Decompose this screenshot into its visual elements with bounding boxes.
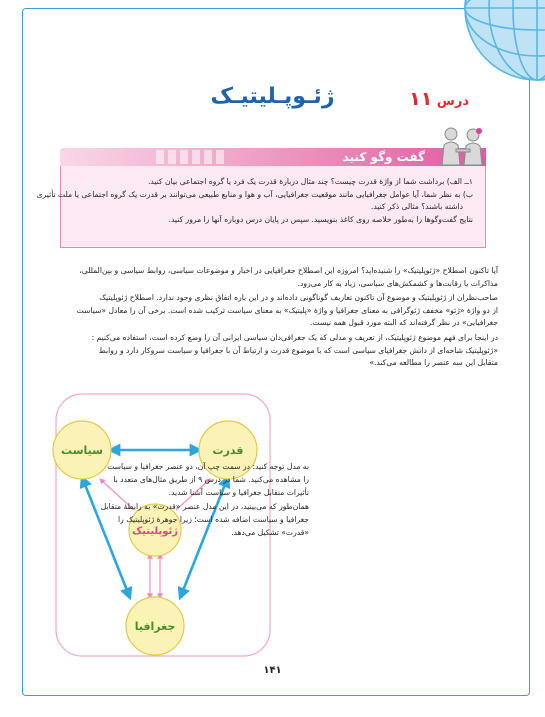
discussion-line: ب) به نظر شما، آیا عوامل جغرافیایی مانند موقعیت جغرافیایی، آب و هوا و منابع طبیعی می‌توانند بر قدرت یک گروه اجتماعی یا ملت تأثیری — [36, 189, 473, 199]
lesson-number: ۱۱ — [409, 88, 433, 110]
side-line: تأثیرات متقابل جغرافیا و سیاست آشنا شدید. — [168, 488, 309, 498]
lesson-title: ژئـوپـلیتیـک — [210, 84, 335, 109]
talk-heading: گفت وگو کنید — [342, 150, 425, 164]
globe-icon — [445, 0, 545, 96]
paragraph-line: «ژئوپلیتیک شاخه‌ای از دانش جغرافیای سیاسی است که با موضوع قدرت و ارتباط آن با جغرافیا و سیاست سروکار دارد و روابط — [98, 345, 498, 355]
lesson-badge — [409, 88, 469, 110]
node-joghrafia — [126, 597, 184, 655]
body-text — [44, 265, 498, 370]
paragraph-line: جغرافیایی» در نظر گرفته‌اند که البته مورد قبول همه نیست. — [310, 318, 498, 328]
side-line: همان‌طور که می‌بینید، در این مدل عنصر «قدرت» به رابطهٔ متقابل — [100, 501, 309, 511]
discussion-line: ۱ــ الف) برداشت شما از واژهٔ قدرت چیست؟ چند مثال دربارهٔ قدرت یک فرد یا گروه اجتماعی بیان کنید. — [147, 177, 473, 186]
paragraph-line: صاحب‌نظران از ژئوپلیتیک و موضوع آن تاکنون تعاریف گوناگونی داده‌اند و در این باره اتفاق نظری وجود ندارد. اصطلاح ژئوپلیتیک — [99, 293, 498, 303]
paragraph-line: در اینجا برای فهم موضوع ژئوپلیتیک، از تعریف و مدلی که یک جغرافی‌دان سیاسی ایرانی آن را وضع کرده است، استفاده می‌کنیم : — [91, 332, 498, 342]
discussion-line: داشته باشند؟ مثالی ذکر کنید. — [370, 202, 463, 212]
discussion-line: نتایج گفت‌وگوها را به‌طور خلاصه روی کاغذ بنویسید. سپس در پایان درس دوباره آنها را مرور کنید. — [168, 214, 473, 224]
side-line: «قدرت» تشکیل می‌دهد. — [231, 528, 309, 538]
page-number: ۱۴۱ — [263, 665, 282, 676]
discussion-box — [36, 166, 486, 248]
discussion-people-icon — [439, 125, 487, 171]
lesson-word: درس — [436, 94, 469, 109]
node-ghodrat-label: قدرت — [212, 444, 244, 457]
side-line: به مدل توجه کنید: در سمت چپ آن، دو عنصر جغرافیا و سیاست — [107, 462, 309, 471]
paragraph-line: متقابل این سه عنصر را مطالعه می‌کند.» — [369, 358, 498, 368]
paragraph-line: از دو واژهٔ «ژئو» مخفف ژئوگرافی به معنای جغرافیا و واژهٔ «پلیتیک» به معنای سیاست ترکیب شده است. برخی آن را معادل «سیاست — [76, 305, 498, 315]
model-explanation — [84, 460, 309, 539]
paragraph-line: آیا تاکنون اصطلاح «ژئوپلیتیک» را شنیده‌اید؟ امروزه این اصطلاح جغرافیایی در اخبار و موضوعات سیاسی، روابط سیاسی و بین‌المللی، — [79, 266, 498, 275]
node-joghrafia-label: جغرافیا — [134, 620, 176, 633]
paragraph-line: مذاکرات یا رقابت‌ها و کشمکش‌های سیاسی، زیاد به کار می‌رود. — [297, 278, 498, 288]
node-siasat-label: سیاست — [61, 444, 103, 457]
side-line: را مشاهده می‌کنید. شما در درس ۹ از طریق مثال‌های متعدد با — [113, 475, 309, 485]
side-line: جغرافیا و سیاست اضافه شده است؛ زیرا جوهرهٔ ژئوپلیتیک را — [118, 514, 309, 524]
node-geopolitics-label: ژئوپلیتیک — [131, 526, 179, 537]
